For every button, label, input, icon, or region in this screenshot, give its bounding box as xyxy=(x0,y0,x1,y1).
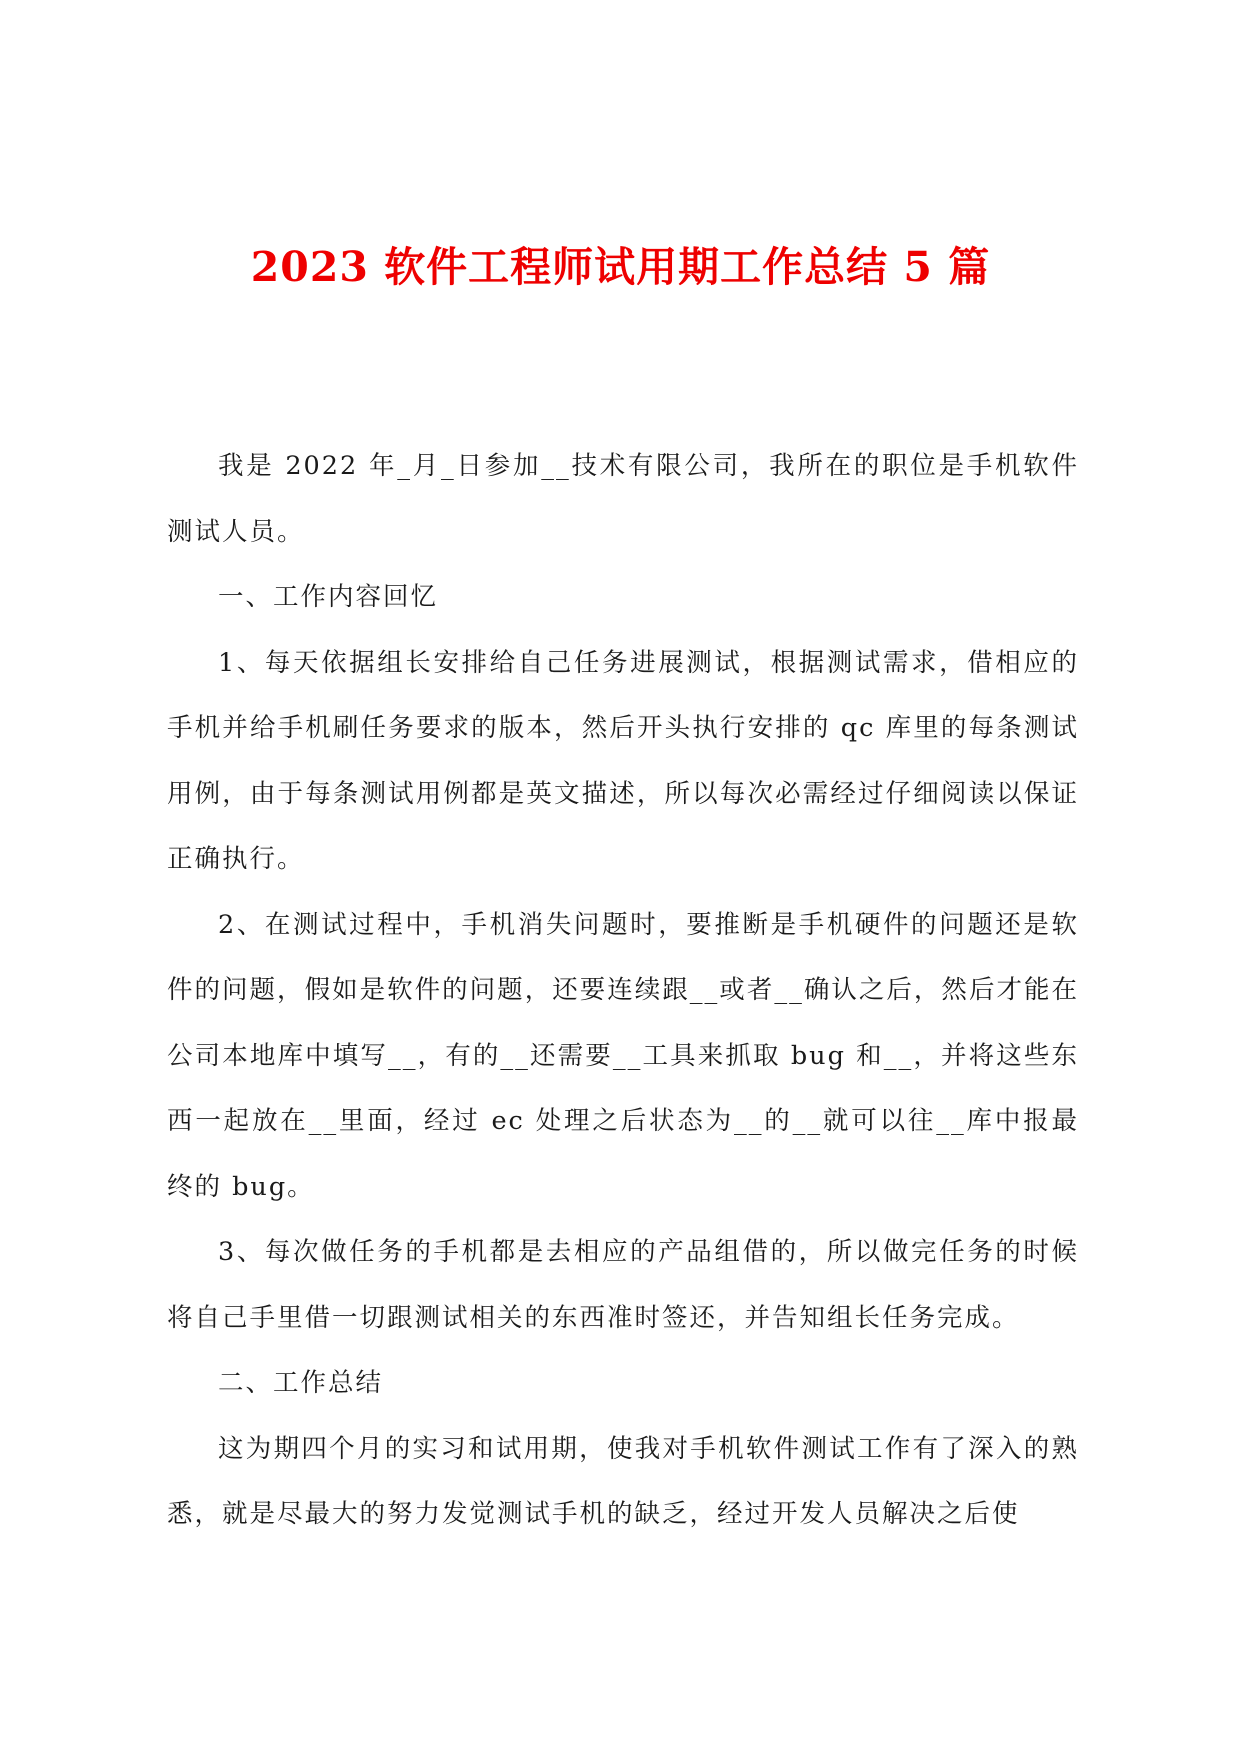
paragraph-summary: 这为期四个月的实习和试用期，使我对手机软件测试工作有了深入的熟悉，就是尽最大的努力发觉测试手机的缺乏，经过开发人员解决之后使 xyxy=(167,1433,1079,1529)
paragraph-item-2: 2、在测试过程中，手机消失问题时，要推断是手机硬件的问题还是软件的问题，假如是软件的问题，还要连续跟__或者__确认之后，然后才能在公司本地库中填写__，有的__还需要__工具来抓取 bug 和__，并将这些东西一起放在__里面，经过 ec 处理之后状态为__的__就可以往__库中报最终的 bug。 xyxy=(167,909,1079,1202)
heading-work-summary: 二、工作总结 xyxy=(218,1368,384,1398)
paragraph-item-3: 3、每次做任务的手机都是去相应的产品组借的，所以做完任务的时候将自己手里借一切跟测试相关的东西准时签还，并告知组长任务完成。 xyxy=(167,1237,1079,1333)
paragraph-item-1: 1、每天依据组长安排给自己任务进展测试，根据测试需求，借相应的手机并给手机刷任务要求的版本，然后开头执行安排的 qc 库里的每条测试用例，由于每条测试用例都是英文描述，所以每次必需经过仔细阅读以保证正确执行。 xyxy=(167,647,1079,874)
paragraph-intro: 我是 2022 年_月_日参加__技术有限公司，我所在的职位是手机软件测试人员。 xyxy=(167,451,1079,547)
document-title: 2023 软件工程师试用期工作总结 5 篇 xyxy=(250,243,991,291)
document-body xyxy=(167,434,1079,1548)
heading-work-content-review: 一、工作内容回忆 xyxy=(218,582,439,612)
